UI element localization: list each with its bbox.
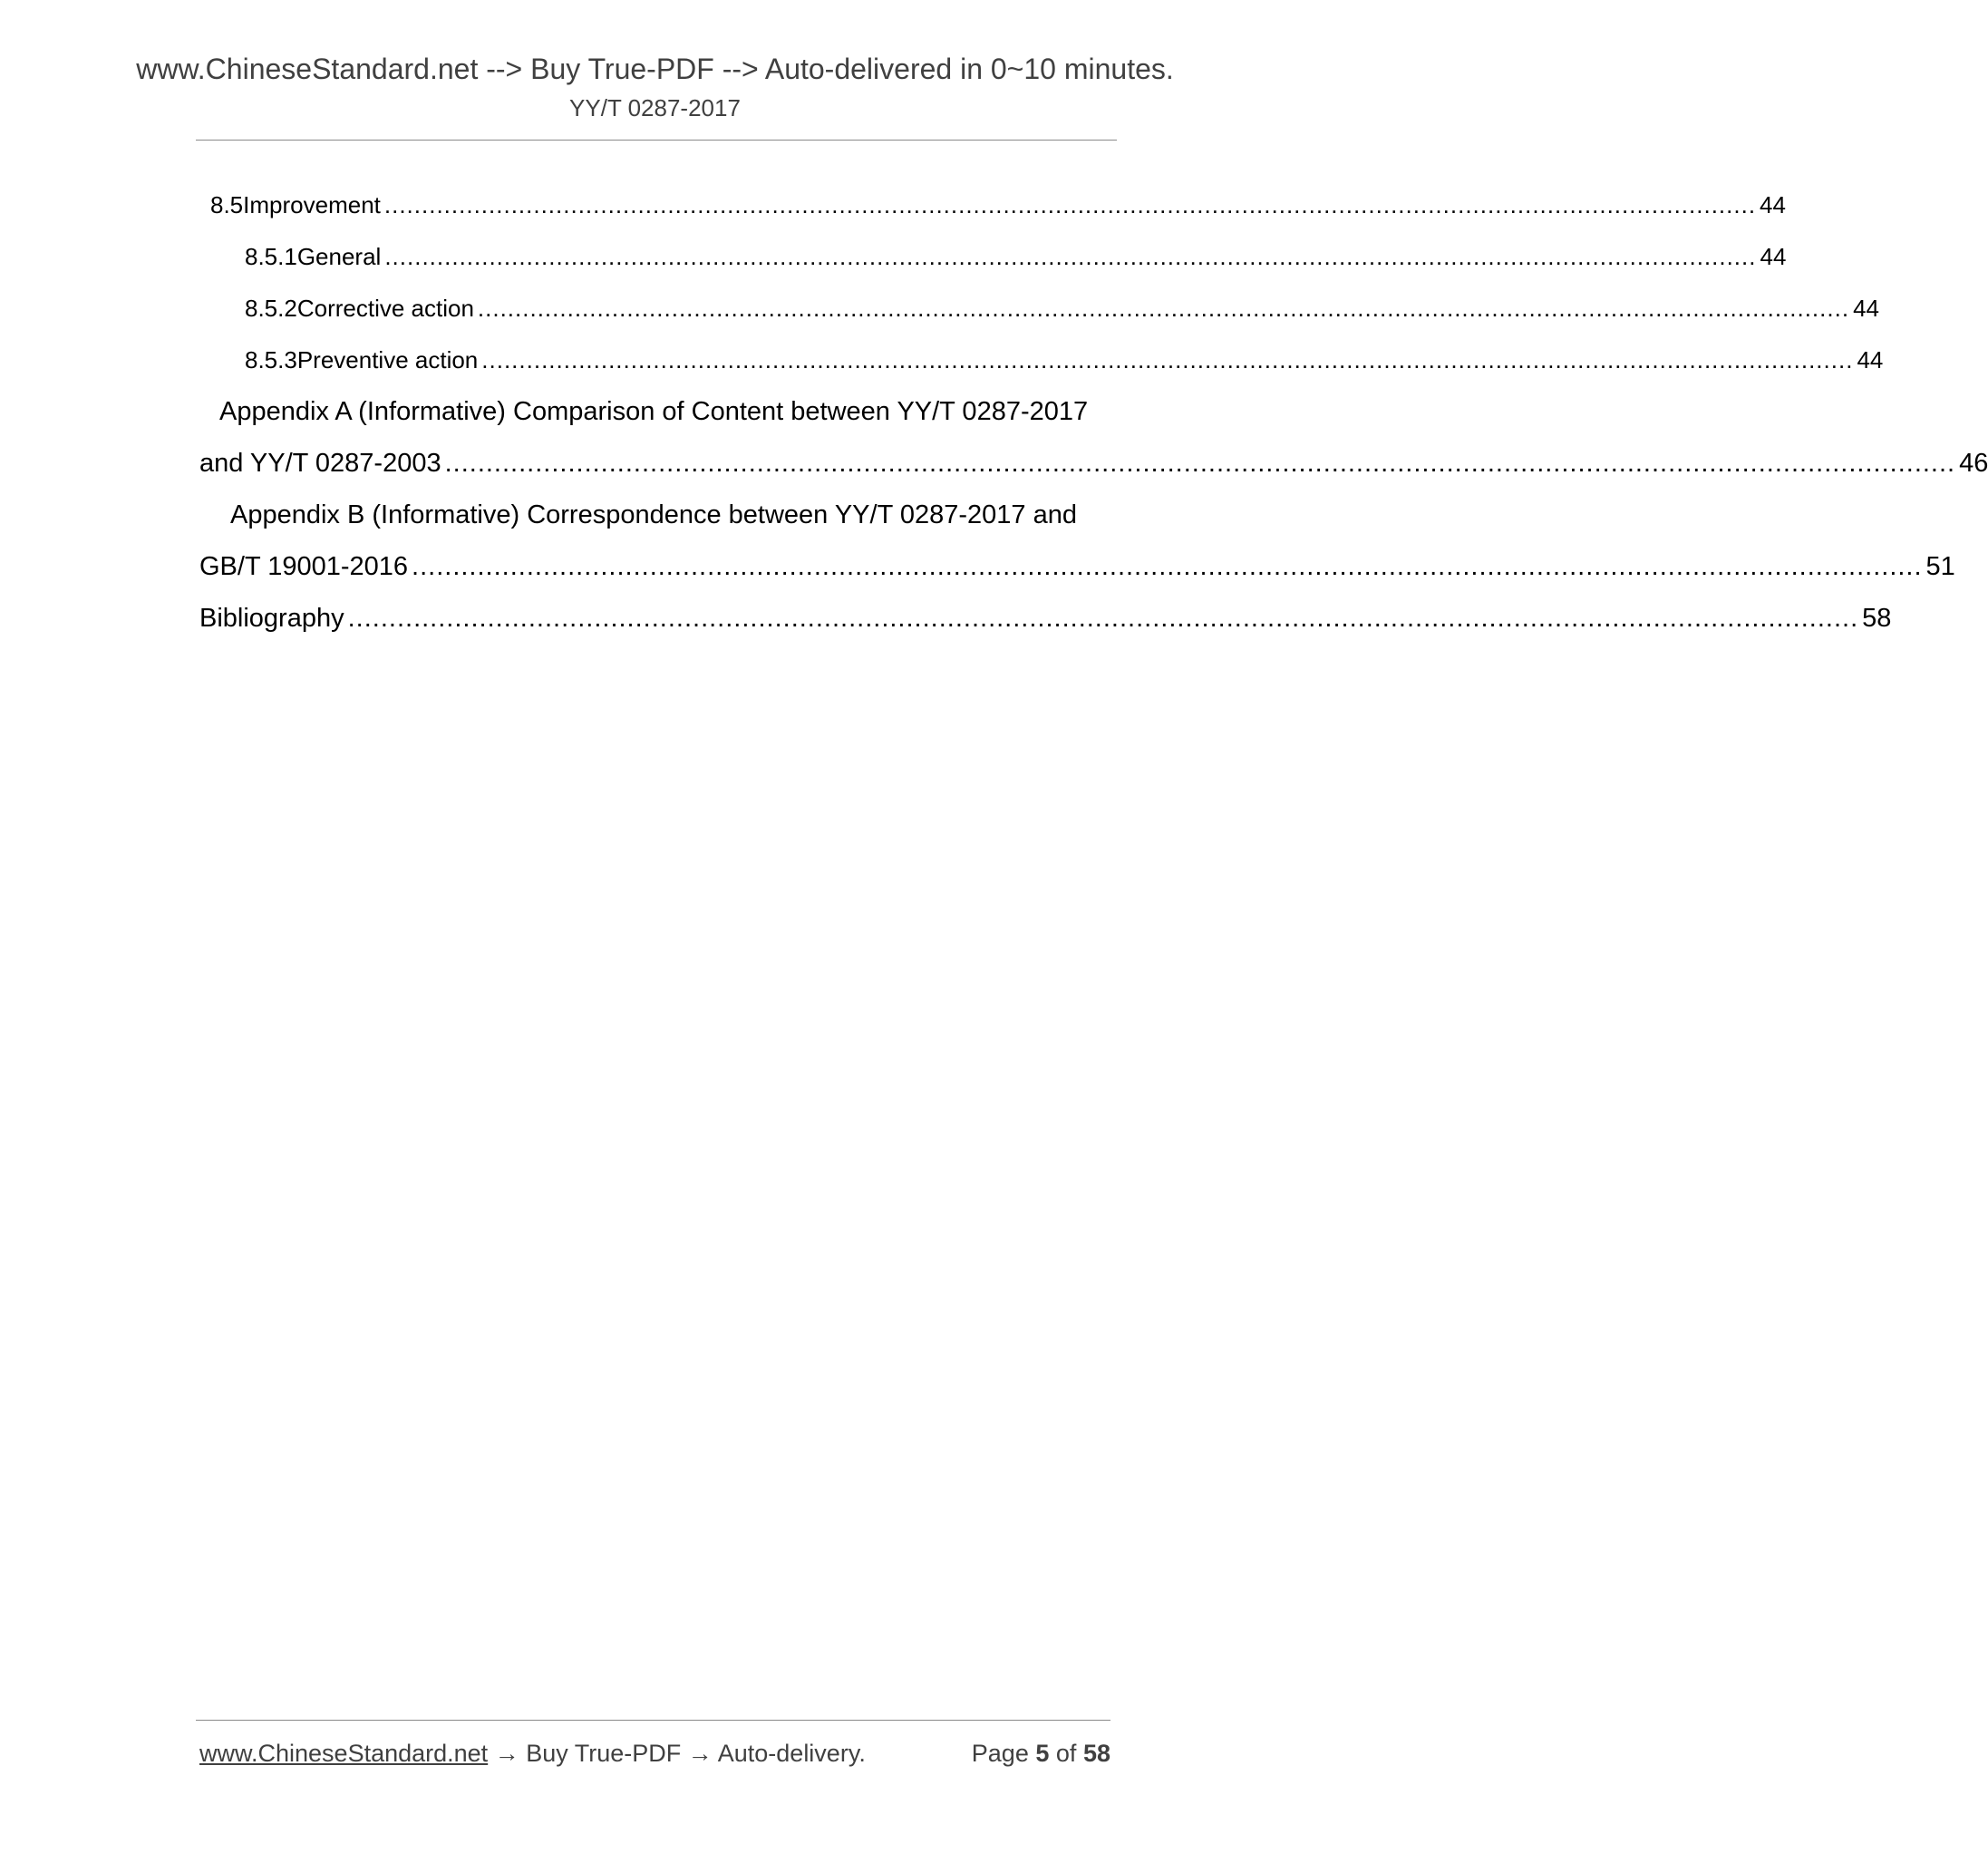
toc-entry-page: 51 bbox=[1925, 552, 1955, 581]
toc-leader-dots: ........................................................................................................................................................................................ bbox=[383, 191, 1757, 218]
toc-leader-dots: ........................................................................................................................................................................................ bbox=[444, 449, 1956, 478]
toc-entry-8-5-1[interactable] bbox=[199, 238, 1787, 290]
toc-entry-label: Corrective action bbox=[296, 295, 474, 322]
toc-entry-number: 8.5.1 bbox=[245, 243, 297, 270]
toc-entry-page: 44 bbox=[1760, 243, 1787, 270]
toc-leader-dots: ........................................................................................................................................................................................ bbox=[477, 295, 1850, 322]
toc-entry-label: Bibliography bbox=[199, 604, 344, 633]
header-divider bbox=[196, 140, 1117, 141]
toc-leader-dots: ........................................................................................................................................................................................ bbox=[481, 346, 1854, 374]
footer-divider bbox=[196, 1720, 1110, 1721]
toc-leader-dots: ........................................................................................................................................................................................ bbox=[347, 604, 1859, 633]
toc-entry-page: 44 bbox=[1760, 191, 1786, 218]
toc-entry-page: 44 bbox=[1853, 295, 1879, 322]
toc-entry-number: 8.5.2 bbox=[245, 295, 297, 322]
toc-entry-8-5-2[interactable] bbox=[199, 290, 1879, 342]
table-of-contents bbox=[199, 187, 1988, 652]
toc-entry-label-line1: Appendix B (Informative) Correspondence between YY/T 0287-2017 and bbox=[230, 500, 1077, 529]
header-banner: www.ChineseStandard.net --> Buy True-PDF --> Auto-delivered in 0~10 minutes. bbox=[136, 53, 1174, 85]
page-total: 58 bbox=[1082, 1740, 1110, 1767]
footer-site-link[interactable]: www.ChineseStandard.net bbox=[199, 1740, 489, 1767]
page-number bbox=[972, 1737, 1110, 1770]
toc-entry-appendix-b[interactable] bbox=[199, 497, 1955, 600]
toc-entry-page: 46 bbox=[1959, 449, 1988, 478]
toc-entry-number: 8.5.3 bbox=[245, 346, 297, 374]
of-word: of bbox=[1055, 1740, 1077, 1767]
toc-leader-dots: ........................................................................................................................................................................................ bbox=[412, 552, 1923, 581]
footer-tagline-text: → Buy True-PDF → Auto-delivery. bbox=[488, 1740, 866, 1767]
page-current: 5 bbox=[1035, 1740, 1050, 1767]
page-footer bbox=[199, 1737, 1110, 1770]
toc-entry-number: 8.5 bbox=[210, 191, 244, 218]
footer-tagline bbox=[199, 1737, 866, 1770]
toc-entry-label-line2: and YY/T 0287-2003 bbox=[199, 449, 441, 478]
toc-entry-label: Preventive action bbox=[296, 346, 479, 374]
toc-entry-8-5-3[interactable] bbox=[199, 342, 1884, 393]
toc-entry-bibliography[interactable] bbox=[199, 600, 1892, 652]
toc-entry-page: 44 bbox=[1857, 346, 1884, 374]
standard-code: YY/T 0287-2017 bbox=[569, 94, 741, 121]
toc-entry-appendix-a[interactable] bbox=[199, 393, 1988, 497]
toc-entry-8-5[interactable] bbox=[199, 187, 1786, 238]
page-word: Page bbox=[971, 1740, 1029, 1767]
toc-entry-page: 58 bbox=[1862, 604, 1892, 633]
toc-leader-dots: ........................................................................................................................................................................................ bbox=[384, 243, 1757, 270]
toc-entry-label-line2: GB/T 19001-2016 bbox=[199, 552, 409, 581]
toc-entry-label-line1: Appendix A (Informative) Comparison of Content between YY/T 0287-2017 bbox=[219, 397, 1089, 426]
toc-entry-label: Improvement bbox=[243, 191, 381, 218]
toc-entry-label: General bbox=[296, 243, 382, 270]
